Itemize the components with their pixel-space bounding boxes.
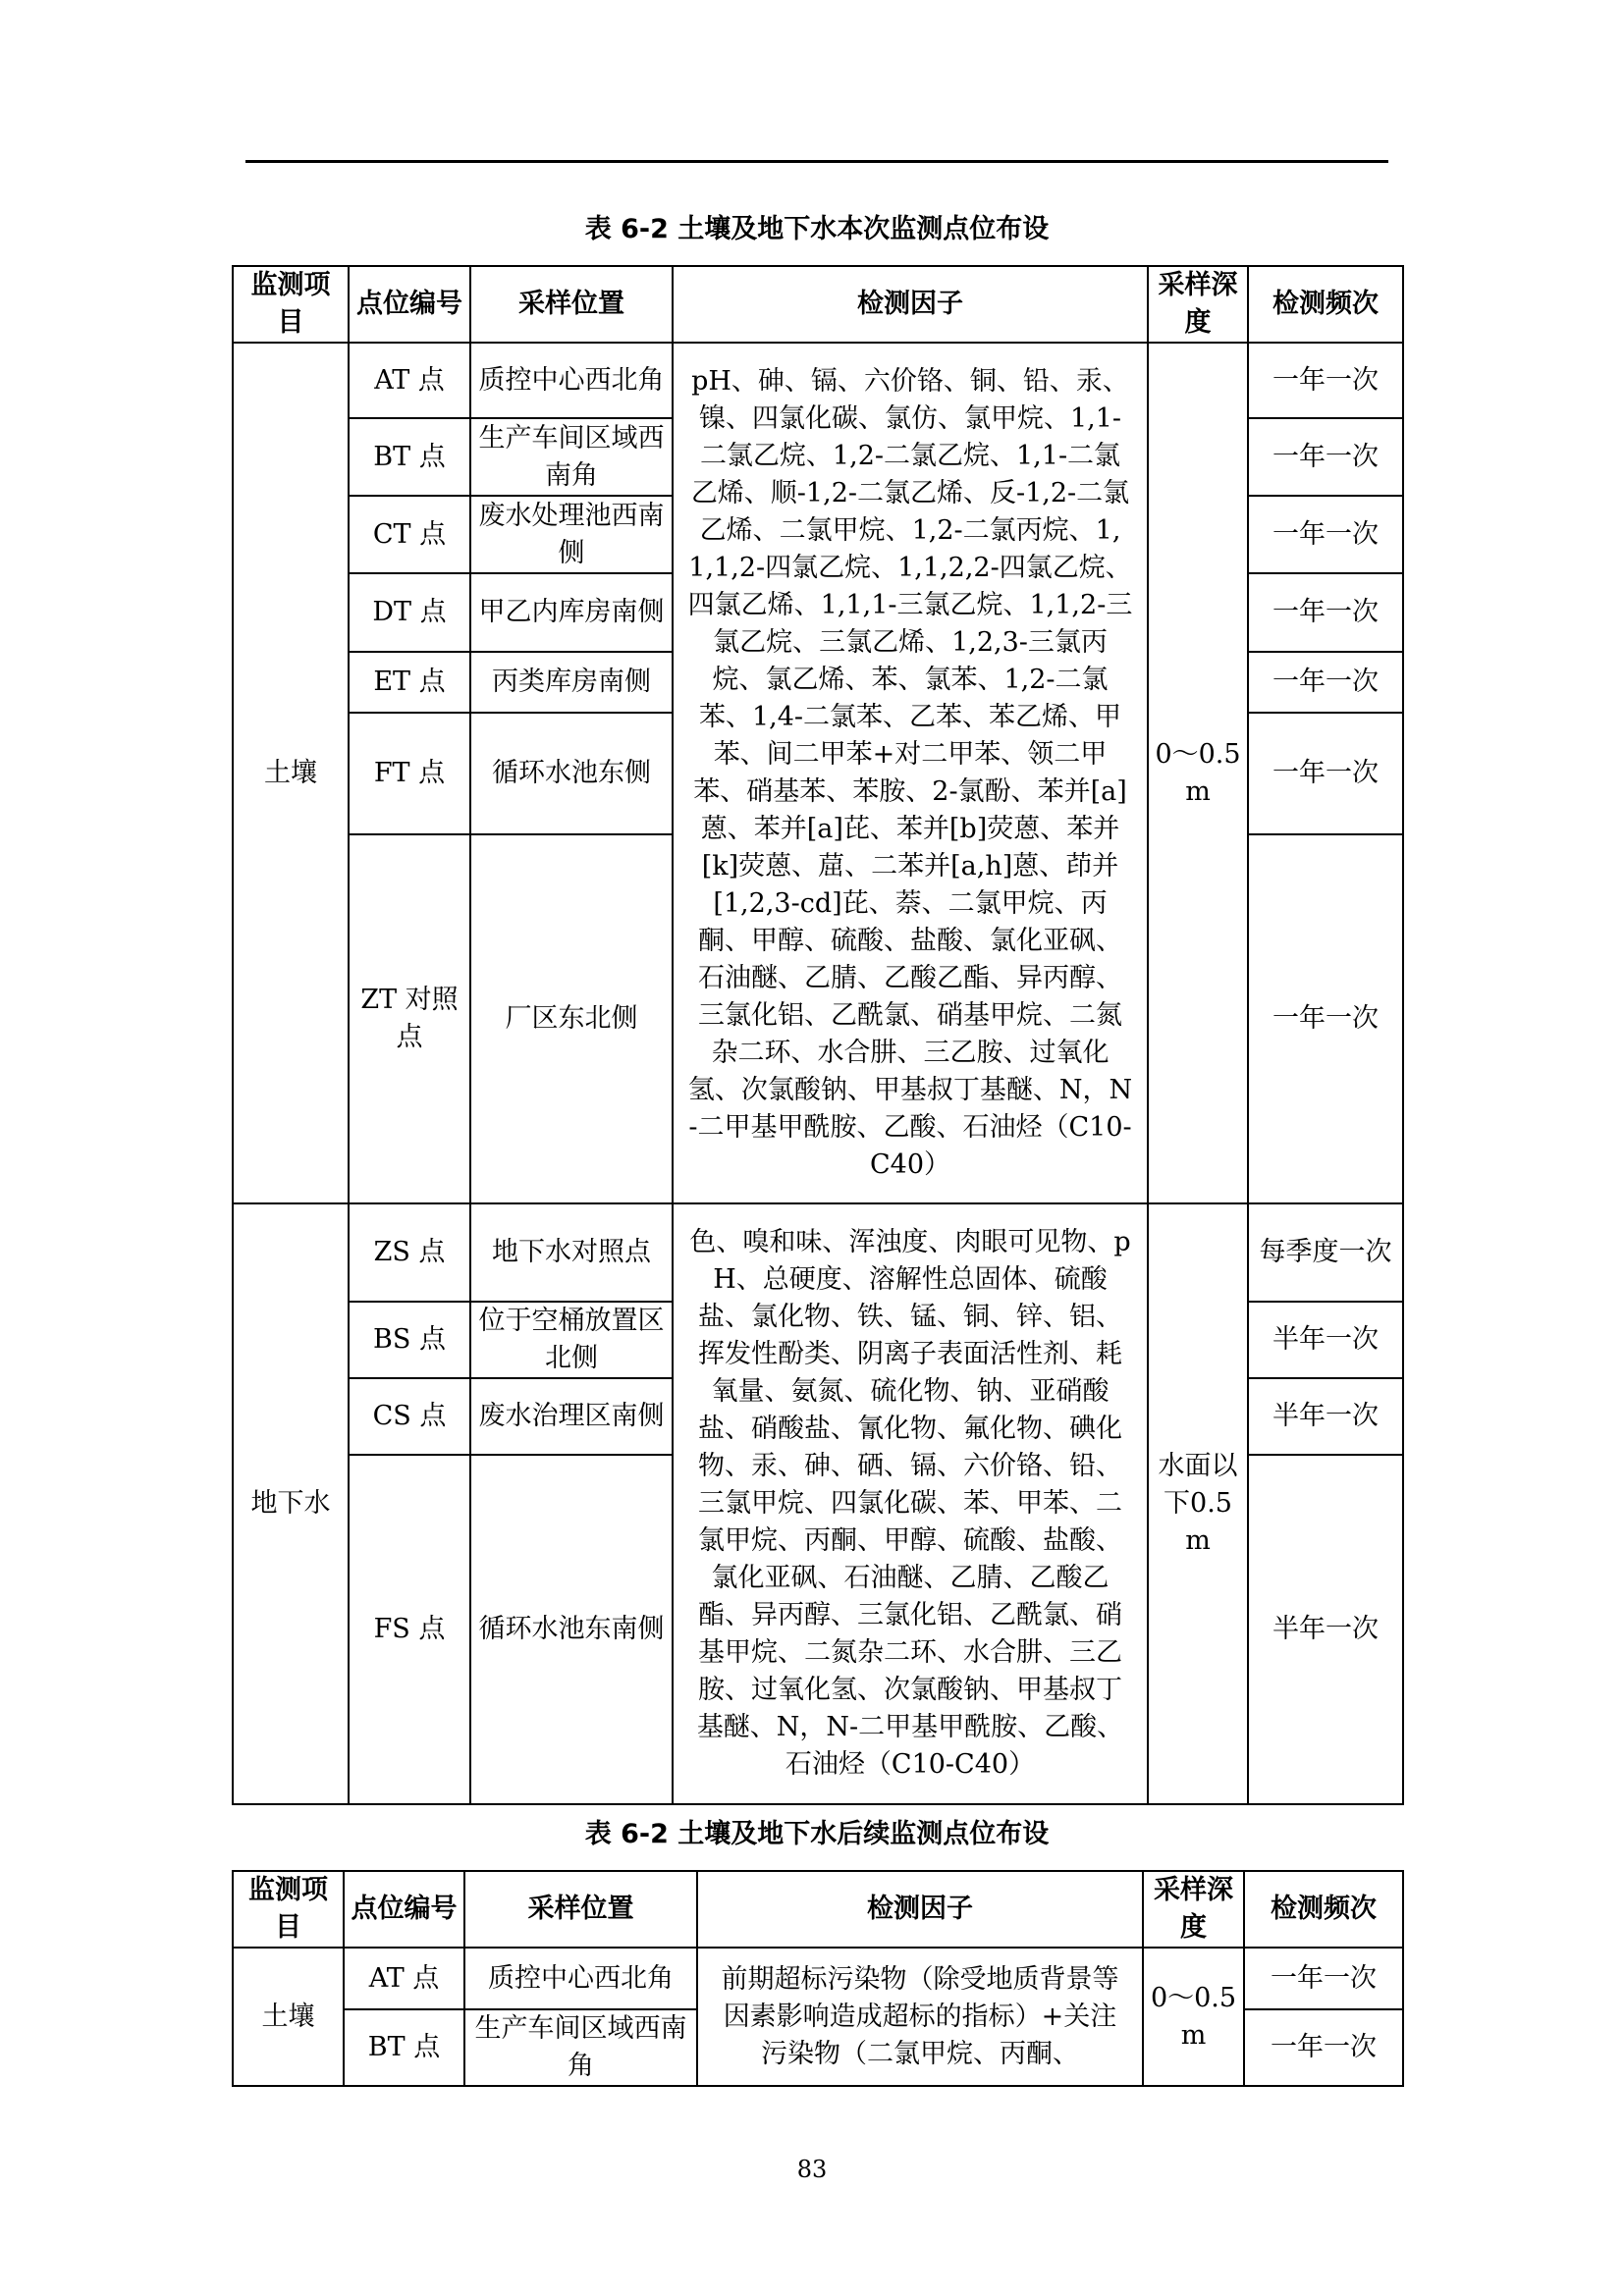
frequency: 一年一次 <box>1248 834 1403 1203</box>
header-factors: 检测因子 <box>697 1871 1143 1948</box>
header-depth: 采样深度 <box>1143 1871 1244 1948</box>
header-point: 点位编号 <box>344 1871 464 1948</box>
point-id: ET 点 <box>349 652 470 713</box>
sampling-location: 废水治理区南侧 <box>470 1378 673 1455</box>
point-id: BT 点 <box>344 2009 464 2086</box>
header-location: 采样位置 <box>464 1871 697 1948</box>
point-id: BS 点 <box>349 1302 470 1378</box>
header-item: 监测项目 <box>233 266 349 343</box>
sampling-location: 甲乙内库房南侧 <box>470 573 673 652</box>
frequency: 一年一次 <box>1248 418 1403 496</box>
frequency: 每季度一次 <box>1248 1203 1403 1302</box>
groundwater-depth: 水面以下0.5m <box>1148 1203 1248 1804</box>
table2-caption: 表 6-2 土壤及地下水后续监测点位布设 <box>584 1819 1050 1849</box>
frequency: 一年一次 <box>1248 573 1403 652</box>
table1-header-row <box>233 266 1403 343</box>
header-rule <box>245 160 1388 163</box>
point-id: AT 点 <box>349 343 470 418</box>
point-id: DT 点 <box>349 573 470 652</box>
point-id: BT 点 <box>349 418 470 496</box>
frequency: 半年一次 <box>1248 1455 1403 1804</box>
header-frequency: 检测频次 <box>1248 266 1403 343</box>
point-id: FT 点 <box>349 713 470 834</box>
table1 <box>232 265 1404 1805</box>
header-factors: 检测因子 <box>673 266 1148 343</box>
header-depth: 采样深度 <box>1148 266 1248 343</box>
table-row <box>233 1203 1403 1302</box>
header-frequency: 检测频次 <box>1244 1871 1403 1948</box>
frequency: 一年一次 <box>1248 496 1403 573</box>
sampling-location: 生产车间区域西南角 <box>470 418 673 496</box>
sampling-location: 废水处理池西南侧 <box>470 496 673 573</box>
frequency: 一年一次 <box>1248 652 1403 713</box>
point-id: CT 点 <box>349 496 470 573</box>
page-number: 83 <box>796 2156 828 2183</box>
table-row <box>233 1948 1403 2009</box>
soil-item: 土壤 <box>233 343 349 1203</box>
sampling-location: 循环水池东侧 <box>470 713 673 834</box>
point-id: ZT 对照点 <box>349 834 470 1203</box>
header-point: 点位编号 <box>349 266 470 343</box>
groundwater-item: 地下水 <box>233 1203 349 1804</box>
frequency: 一年一次 <box>1244 2009 1403 2086</box>
frequency: 一年一次 <box>1244 1948 1403 2009</box>
point-id: ZS 点 <box>349 1203 470 1302</box>
frequency: 一年一次 <box>1248 343 1403 418</box>
sampling-location: 循环水池东南侧 <box>470 1455 673 1804</box>
soil-item: 土壤 <box>233 1948 344 2086</box>
sampling-location: 厂区东北侧 <box>470 834 673 1203</box>
soil-factors: 前期超标污染物（除受地质背景等因素影响造成超标的指标）+关注污染物（二氯甲烷、丙酮、 <box>697 1948 1143 2086</box>
point-id: AT 点 <box>344 1948 464 2009</box>
point-id: CS 点 <box>349 1378 470 1455</box>
frequency: 半年一次 <box>1248 1378 1403 1455</box>
sampling-location: 丙类库房南侧 <box>470 652 673 713</box>
soil-depth: 0～0.5m <box>1143 1948 1244 2086</box>
table2-header-row <box>233 1871 1403 1948</box>
header-item: 监测项目 <box>233 1871 344 1948</box>
table1-caption: 表 6-2 土壤及地下水本次监测点位布设 <box>584 214 1050 244</box>
groundwater-factors: 色、嗅和味、浑浊度、肉眼可见物、pH、总硬度、溶解性总固体、硫酸盐、氯化物、铁、锰、铜、锌、铝、挥发性酚类、阴离子表面活性剂、耗氧量、氨氮、硫化物、钠、亚硝酸盐、硝酸盐、氰化物、氟化物、碘化物、汞、砷、硒、镉、六价铬、铅、三氯甲烷、四氯化碳、苯、甲苯、二氯甲烷、丙酮、甲醇、硫酸、盐酸、氯化亚砜、石油醚、乙腈、乙酸乙酯、异丙醇、三氯化铝、乙酰氯、硝基甲烷、二氮杂二环、水合肼、三乙胺、过氧化氢、次氯酸钠、甲基叔丁基醚、N，N-二甲基甲酰胺、乙酸、石油烃（C10-C40） <box>673 1203 1148 1804</box>
soil-depth: 0～0.5m <box>1148 343 1248 1203</box>
sampling-location: 地下水对照点 <box>470 1203 673 1302</box>
table2 <box>232 1870 1404 2087</box>
sampling-location: 质控中心西北角 <box>470 343 673 418</box>
table-row <box>233 343 1403 418</box>
soil-factors: pH、砷、镉、六价铬、铜、铅、汞、镍、四氯化碳、氯仿、氯甲烷、1,1-二氯乙烷、1,2-二氯乙烷、1,1-二氯乙烯、顺-1,2-二氯乙烯、反-1,2-二氯乙烯、二氯甲烷、1,2-二氯丙烷、1,1,1,2-四氯乙烷、1,1,2,2-四氯乙烷、四氯乙烯、1,1,1-三氯乙烷、1,1,2-三氯乙烷、三氯乙烯、1,2,3-三氯丙烷、氯乙烯、苯、氯苯、1,2-二氯苯、1,4-二氯苯、乙苯、苯乙烯、甲苯、间二甲苯+对二甲苯、领二甲苯、硝基苯、苯胺、2-氯酚、苯并[a]蒽、苯并[a]芘、苯并[b]荧蒽、苯并[k]荧蒽、䓛、二苯并[a,h]蒽、茚并[1,2,3-cd]芘、萘、二氯甲烷、丙酮、甲醇、硫酸、盐酸、氯化亚砜、石油醚、乙腈、乙酸乙酯、异丙醇、三氯化铝、乙酰氯、硝基甲烷、二氮杂二环、水合肼、三乙胺、过氧化氢、次氯酸钠、甲基叔丁基醚、N，N-二甲基甲酰胺、乙酸、石油烃（C10-C40） <box>673 343 1148 1203</box>
header-location: 采样位置 <box>470 266 673 343</box>
sampling-location: 位于空桶放置区北侧 <box>470 1302 673 1378</box>
sampling-location: 生产车间区域西南角 <box>464 2009 697 2086</box>
frequency: 半年一次 <box>1248 1302 1403 1378</box>
point-id: FS 点 <box>349 1455 470 1804</box>
sampling-location: 质控中心西北角 <box>464 1948 697 2009</box>
frequency: 一年一次 <box>1248 713 1403 834</box>
